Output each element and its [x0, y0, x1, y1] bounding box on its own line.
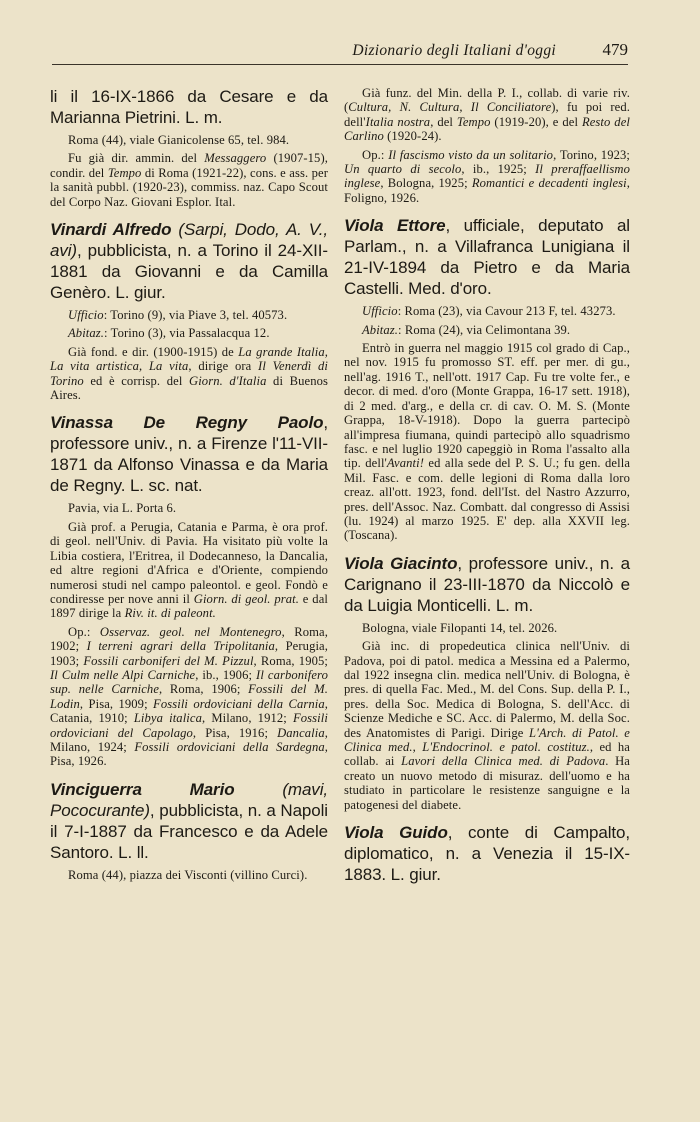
entry-vinardi-alfredo: [50, 219, 328, 402]
entry-heading: Viola Giacinto, professore univ., n. a Carignano il 23-III-1870 da Niccolò e da Luigia Monticelli. L. m.: [344, 553, 630, 615]
entry-heading: Vinassa De Regny Paolo, professore univ., n. a Firenze l'11-VII-1871 da Alfonso Vinassa e da Maria de Regny. L. sc. nat.: [50, 413, 328, 496]
entry-viola-giacinto: [344, 553, 630, 812]
entry-biography: Già prof. a Perugia, Catania e Parma, è ora prof. di geol. nell'Univ. di Pavia. Ha visitato più volte la Libia costiera, l'Eritrea, il Dodecanneso, la Dancalia, ed altre regioni d'Africa e d'Oriente, compiendo numerosi studi nel campo paleontol. e geol. Fondò e condiresse per nove anni il Giorn. di geol. prat. e dal 1897 dirige la Riv. it. di paleont.: [50, 519, 328, 621]
entry-viola-guido: [344, 822, 630, 885]
entry-biography: Già inc. di propedeutica clinica nell'Univ. di Padova, poi di patol. medica a Messina ed a Palermo, dal 1922 insegna clin. medica nell'Univ. di Bologna, è pres. di quella Fac. Med., M. del Cons. Sup. della P. I., pres. della Soc. Medica di Bologna, S. dell'Acc. di Scienze Mediche e SC. Acc. di Palermo, M. della Soc. des Anatomistes di Parigi. Dirige L'Arch. di Patol. e Clinica med., L'Endocrinol. e patol. costituz., ed ha collab. ai Lavori della Clinica med. di Padova. Ha creato un nuovo metodo di misuraz. dell'uomo e ha studiato in particolare le resistenze sanguigne e la patogenesi del diabete.: [344, 639, 631, 812]
entry-heading: li il 16-IX-1866 da Cesare e da Marianna Pietrini. L. m.: [50, 87, 328, 127]
entry-continued: [50, 86, 328, 209]
entry-works: Op.: Osservaz. geol. nel Montenegro, Roma, 1902; I terreni agrari della Tripolitania, Perugia, 1903; Fossili carboniferi del M. Pizzul, Roma, 1905; Il Culm nelle Alpi Carniche, ib., 1906; Il carbonifero sup. nelle Carniche, Roma, 1906; Fossili del M. Lodin, Pisa, 1909; Fossili ordoviciani della Carnia, Catania, 1910; Libya italica, Milano, 1912; Fossili ordoviciani del Capolago, Pisa, 1916; Dancalia, Milano, 1924; Fossili ordoviciani della Sardegna, Pisa, 1926.: [50, 624, 329, 769]
entry-works: Op.: Il fascismo visto da un solitario, Torino, 1923; Un quarto di secolo, ib., 1925; Il preraffaellismo inglese, Bologna, 1925; Romantici e decadenti inglesi, Foligno, 1926.: [344, 147, 630, 205]
entry-vinassa-de-regny-paolo: [50, 412, 328, 768]
entry-vinciguerra-mario: [50, 779, 328, 882]
entry-heading: Viola Ettore, ufficiale, deputato al Parlam., n. a Villafranca Lunigiana il 21-IV-1894 da Pietro e da Maria Castelli. Med. d'oro.: [344, 216, 630, 299]
entry-address: Bologna, viale Filopanti 14, tel. 2026.: [362, 620, 558, 635]
entry-continued: [344, 86, 630, 205]
entry-viola-ettore: [344, 215, 630, 543]
entry-biography: Già fond. e dir. (1900-1915) de La grande Italia, La vita artistica, La vita, dirige ora Il Venerdì di Torino ed è corrisp. del Giorn. d'Italia di Buenos Aires.: [50, 344, 329, 403]
entry-heading: Vinciguerra Mario (mavi, Pococurante), pubblicista, n. a Napoli il 7-I-1887 da Francesco e da Adele Santoro. L. ll.: [50, 779, 329, 862]
page-number: 479: [602, 40, 628, 59]
entry-residence: Abitaz.: Torino (3), via Passalacqua 12.: [68, 326, 270, 341]
right-column: [344, 86, 630, 895]
entry-biography: Già funz. del Min. della P. I., collab. di varie riv. (Cultura, N. Cultura, Il Conciliatore), fu poi red. dell'Italia nostra, del Tempo (1919-20), e del Resto del Carlino (1920-24).: [344, 86, 631, 144]
entry-office: Ufficio: Roma (23), via Cavour 213 F, tel. 43273.: [362, 304, 616, 319]
entry-biography: Entrò in guerra nel maggio 1915 col grado di Cap., nel nov. 1915 fu promosso ST. eff. per mer. di gu., nell'ag. 1916 T., nell'ott. 1917 Cap. Fu tre volte fer., e decor. di med. d'oro (Monte Grappa, 16-17 sett. 1918), di 2 med. d'arg., e della cr. di cav. O. M. S. (Monte Grappa, 18-V-1918). Dopo la guerra partecipò all'impresa fiumana, quindi partecipò allo squadrismo fasc. e nel luglio 1920 capeggiò in Roma l'assalto alla tip. dell'Avanti! ed alla sede del P. S. U.; fu gen. della Mil. Fasc. e com. delle legioni di Roma dalla loro creaz. all'ott. 1923, fond. dell'Ist. del Nastro Azzurro, pres. dell'Assoc. Naz. Combatt. dal congresso di Assisi (lu. 1924) al marzo 1925. E' dep. alla XXVII leg. (Toscana).: [344, 341, 631, 543]
entry-address: Roma (44), viale Gianicolense 65, tel. 984.: [68, 133, 290, 147]
entry-biography: Fu già dir. ammin. del Messaggero (1907-15), condir. del Tempo di Roma (1921-22), cons. e ass. per la sanità pubbl. (1920-23), commiss. naz. Capo Scout del Corpo Naz. Giovani Esplor. Ital.: [50, 151, 328, 209]
entry-address: Pavia, via L. Porta 6.: [68, 501, 177, 516]
page-header: [52, 36, 628, 65]
entry-heading: Vinardi Alfredo (Sarpi, Dodo, A. V., avi), pubblicista, n. a Torino il 24-XII-1881 da Giovanni e da Camilla Genèro. L. giur.: [50, 220, 328, 303]
entry-residence: Abitaz.: Roma (24), via Celimontana 39.: [362, 322, 571, 337]
entry-office: Ufficio: Torino (9), via Piave 3, tel. 40573.: [68, 308, 288, 323]
running-title: Dizionario degli Italiani d'oggi: [352, 42, 556, 59]
entry-address: Roma (44), piazza dei Visconti (villino Curci).: [68, 867, 308, 882]
entry-heading: Viola Guido, conte di Campalto, diplomatico, n. a Venezia il 15-IX-1883. L. giur.: [344, 823, 630, 885]
left-column: [50, 86, 328, 892]
